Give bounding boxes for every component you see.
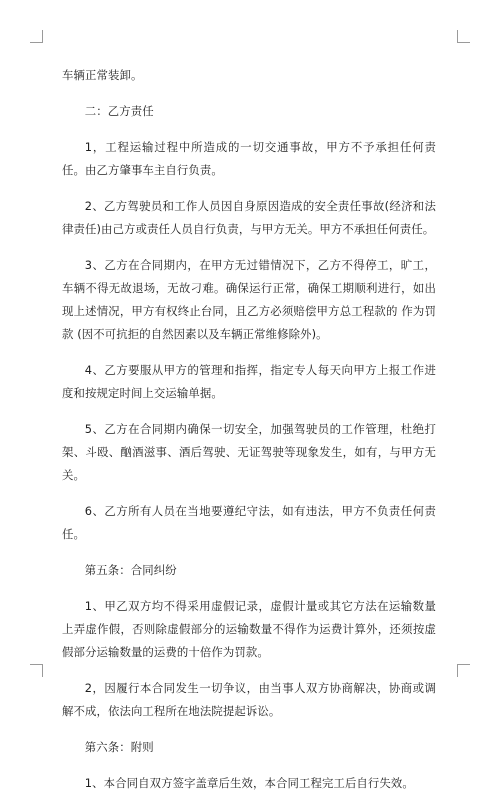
- clause-b-2: 2、乙方驾驶员和工作人员因自身原因造成的安全责任事故(经济和法律责任)由己方或责任人员自行负责，与甲方无关。甲方不承担任何责任。: [62, 199, 436, 236]
- crop-mark-top-right: [457, 30, 470, 43]
- clause-b-1: 1，工程运输过程中所造成的一切交通事故，甲方不予承担任何责任。由乙方肇事车主自行负责。: [62, 140, 436, 177]
- crop-mark-bottom-left: [30, 664, 43, 677]
- clause-5-2: 2，因履行本合同发生一切争议，由当事人双方协商解决，协商或调解不成，依法向工程所在地法院提起诉讼。: [62, 681, 436, 718]
- paragraph-continuation: 车辆正常装卸。: [62, 68, 143, 82]
- article-6-heading: 第六条：附则: [84, 740, 154, 754]
- clause-6-1: 1、本合同自双方签字盖章后生效，本合同工程完工后自行失效。: [84, 776, 414, 790]
- clause-b-6: 6、乙方所有人员在当地要遵纪守法，如有违法，甲方不负责任何责任。: [62, 504, 436, 541]
- clause-b-3: 3、乙方在合同期内，在甲方无过错情况下，乙方不得停工，旷工，车辆不得无故退场，无故刁难。确保运行正常，确保工期顺利进行，如出现上述情况，甲方有权终止台同，且乙方必须赔偿甲方总工程款的 作为罚款 (因不可抗拒的自然因素以及车辆正常维修除外)。: [62, 258, 436, 341]
- crop-mark-top-left: [30, 30, 43, 43]
- crop-mark-bottom-right: [457, 664, 470, 677]
- document-body: [62, 64, 436, 808]
- section-heading-party-b-responsibility: 二：乙方责任: [84, 104, 154, 118]
- clause-5-1: 1、甲乙双方均不得采用虚假记录，虚假计量或其它方法在运输数量上弄虚作假，否则除虚假部分的运输数量不得作为运费计算外，还须按虚假部分运输数量的运费的十倍作为罚款。: [62, 599, 436, 659]
- clause-b-5: 5、乙方在合同期内确保一切安全，加强驾驶员的工作管理，杜绝打架、斗殴、酗酒滋事、酒后驾驶、无证驾驶等现象发生，如有，与甲方无关。: [62, 422, 436, 482]
- clause-b-4: 4、乙方要服从甲方的管理和指挥，指定专人每天向甲方上报工作进度和按规定时间上交运输单据。: [62, 363, 436, 400]
- article-5-heading: 第五条：合同纠纷: [84, 563, 177, 577]
